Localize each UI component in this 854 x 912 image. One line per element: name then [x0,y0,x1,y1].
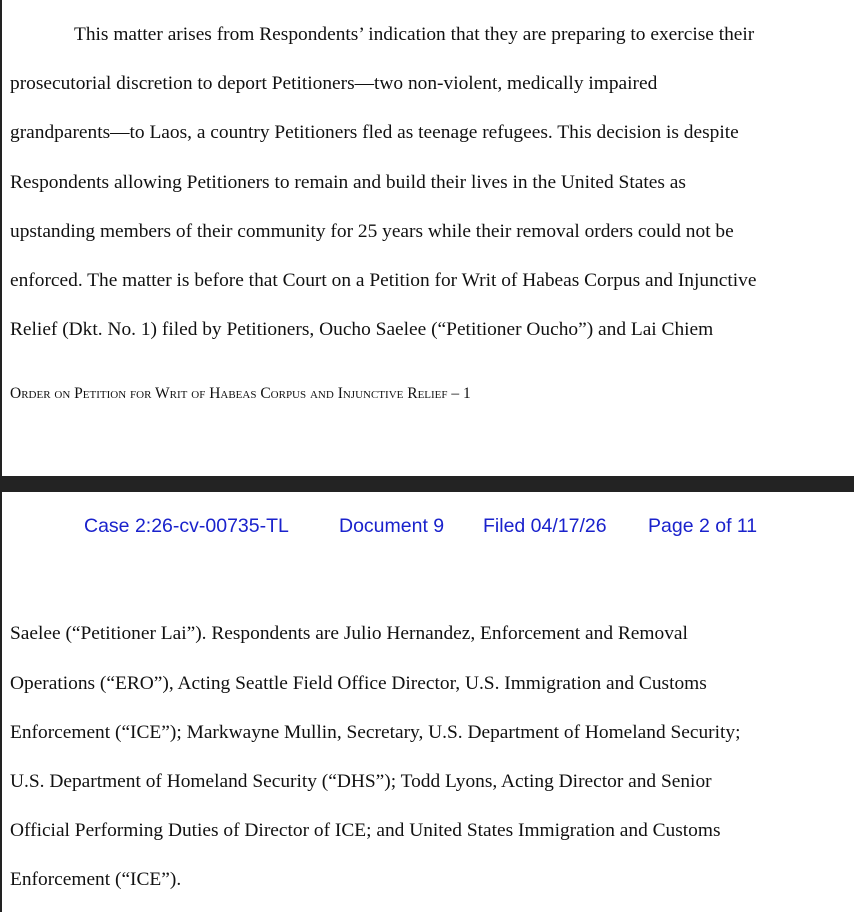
paragraph-line-13: Enforcement (“ICE”). [10,869,182,890]
page-footer: Order on Petition for Writ of Habeas Corpus and Injunctive Relief – 1 [10,385,471,402]
paragraph-line-5: upstanding members of their community for 25 years while their removal orders could not be [10,221,734,242]
page-count: Page 2 of 11 [648,515,758,537]
paragraph-line-7: Relief (Dkt. No. 1) filed by Petitioners, Oucho Saelee (“Petitioner Oucho”) and Lai Chiem [10,319,714,340]
paragraph-line-3: grandparents—to Laos, a country Petitioners fled as teenage refugees. This decision is despite [10,122,739,143]
document-number: Document 9 [339,515,445,537]
filed-date: Filed 04/17/26 [483,515,607,537]
document-page-2 [0,492,854,912]
paragraph-line-9: Operations (“ERO”), Acting Seattle Field Office Director, U.S. Immigration and Customs [10,673,707,694]
paragraph-line-1: This matter arises from Respondents’ indication that they are preparing to exercise their [74,24,755,45]
paragraph-line-12: Official Performing Duties of Director of ICE; and United States Immigration and Customs [10,820,721,841]
paragraph-line-4: Respondents allowing Petitioners to remain and build their lives in the United States as [10,172,686,193]
paragraph-line-2: prosecutorial discretion to deport Petitioners—two non-violent, medically impaired [10,73,658,94]
case-number: Case 2:26-cv-00735-TL [84,515,289,537]
page-separator [0,476,854,492]
paragraph-line-8: Saelee (“Petitioner Lai”). Respondents are Julio Hernandez, Enforcement and Removal [10,623,688,644]
ecf-header-stamp [0,512,854,540]
paragraph-line-6: enforced. The matter is before that Court on a Petition for Writ of Habeas Corpus and Injunctive [10,270,757,291]
paragraph-line-10: Enforcement (“ICE”); Markwayne Mullin, Secretary, U.S. Department of Homeland Security; [10,722,741,743]
paragraph-line-11: U.S. Department of Homeland Security (“DHS”); Todd Lyons, Acting Director and Senior [10,771,712,792]
